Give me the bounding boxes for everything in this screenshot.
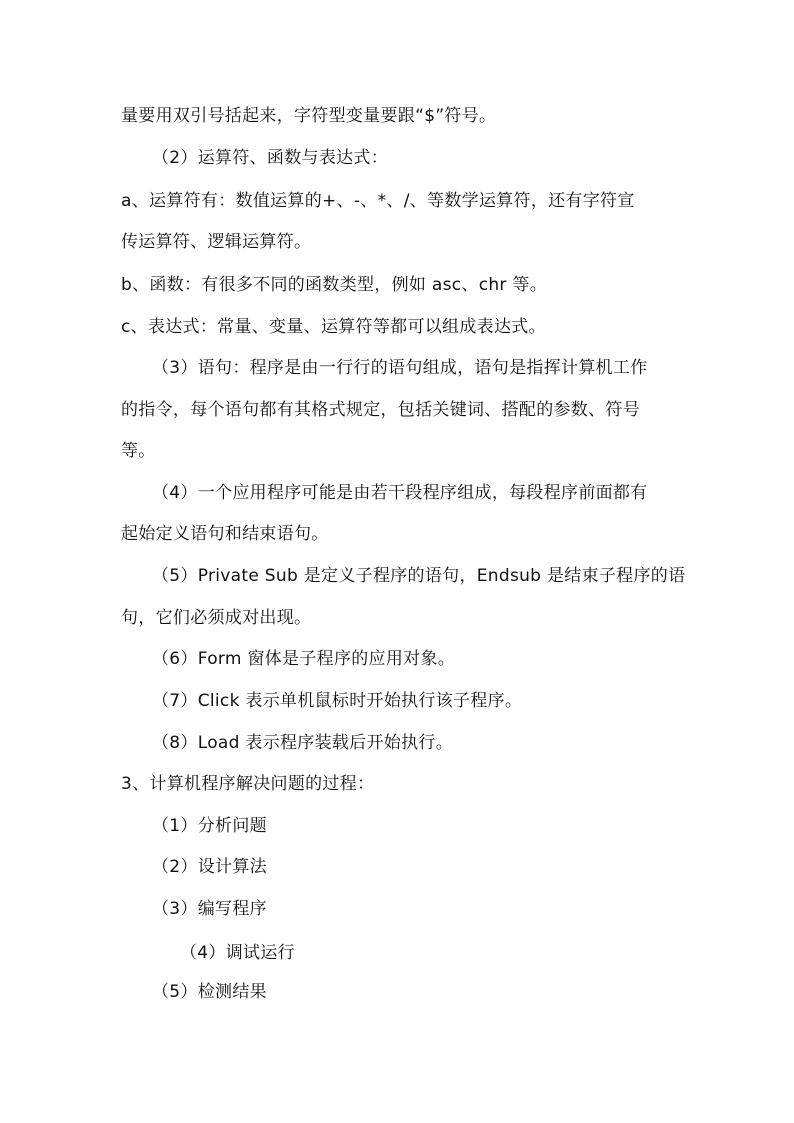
list-item: （3）编写程序 — [152, 899, 267, 919]
list-item: （1）分析问题 — [152, 816, 267, 836]
list-item: （2）设计算法 — [152, 857, 267, 877]
list-item: （4）调试运行 — [180, 943, 295, 963]
list-item: （5）检测结果 — [152, 982, 267, 1002]
text-line: （7）Click 表示单机鼠标时开始执行该子程序。 — [152, 691, 523, 711]
text-line: a、运算符有：数值运算的+、-、*、/、等数学运算符，还有字符宣 — [121, 191, 635, 211]
text-line: 等。 — [121, 441, 156, 461]
text-line: c、表达式：常量、变量、运算符等都可以组成表达式。 — [121, 317, 546, 337]
text-line: （5）Private Sub 是定义子程序的语句，Endsub 是结束子程序的语 — [152, 566, 686, 586]
text-line: 的指令，每个语句都有其格式规定，包括关键词、搭配的参数、符号 — [121, 400, 640, 420]
text-line: （3）语句：程序是由一行行的语句组成，语句是指挥计算机工作 — [152, 358, 648, 378]
text-line: 句，它们必须成对出现。 — [121, 608, 312, 628]
text-line: （6）Form 窗体是子程序的应用对象。 — [152, 649, 456, 669]
text-line: b、函数：有很多不同的函数类型，例如 asc、chr 等。 — [121, 275, 548, 295]
section-heading: （2）运算符、函数与表达式： — [152, 148, 389, 168]
text-line: （8）Load 表示程序装载后开始执行。 — [152, 733, 454, 753]
section-heading: 3、计算机程序解决问题的过程： — [121, 774, 375, 794]
text-line: 量要用双引号括起来，字符型变量要跟“$”符号。 — [121, 106, 497, 126]
text-line: 传运算符、逻辑运算符。 — [121, 232, 312, 252]
text-line: 起始定义语句和结束语句。 — [121, 524, 329, 544]
text-line: （4）一个应用程序可能是由若干段程序组成，每段程序前面都有 — [152, 483, 648, 503]
